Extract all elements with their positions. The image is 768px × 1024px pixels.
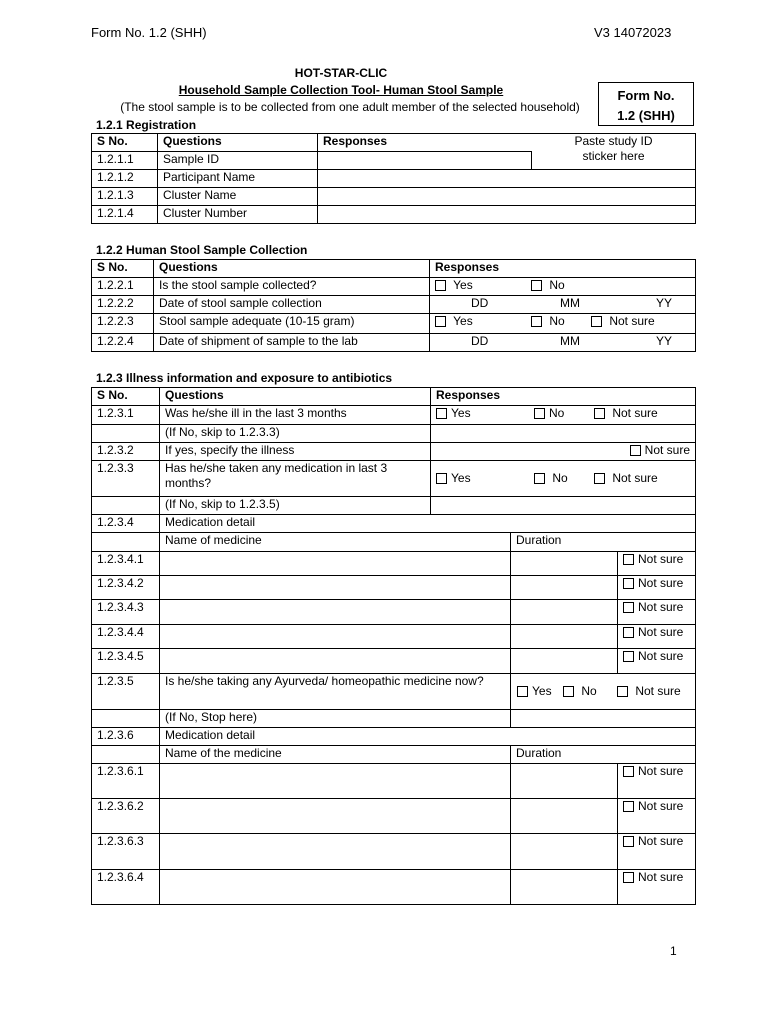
col-sno: S No. (92, 388, 160, 406)
not-sure-option[interactable] (618, 649, 696, 674)
not-sure-option[interactable] (617, 684, 681, 699)
medicine-name-input[interactable] (160, 764, 511, 799)
sno-cell: 1.2.3.4.3 (92, 600, 160, 625)
checkbox-icon[interactable] (534, 473, 545, 484)
no-label: No (549, 278, 565, 292)
duration-input[interactable] (511, 576, 618, 600)
no-option[interactable] (534, 471, 594, 486)
checkbox-icon[interactable] (594, 408, 605, 419)
medicine-name-input[interactable] (160, 649, 511, 674)
skip-note: (If No, Stop here) (160, 710, 511, 728)
not-sure-label: Not sure (638, 625, 684, 639)
illness-response[interactable] (431, 443, 696, 461)
form-box-line2: 1.2 (SHH) (617, 108, 675, 123)
empty-cell (92, 746, 160, 764)
question-cell: Cluster Number (158, 206, 318, 224)
question-cell: Participant Name (158, 170, 318, 188)
duration-input[interactable] (511, 625, 618, 649)
date-response[interactable] (430, 334, 696, 352)
question-cell: Is he/she taking any Ayurveda/ homeopathic medicine now? (160, 674, 511, 710)
checkbox-icon[interactable] (531, 280, 542, 291)
section-registration-heading: 1.2.1 Registration (96, 118, 197, 132)
not-sure-label: Not sure (638, 834, 684, 848)
medicine-name-input[interactable] (160, 870, 511, 905)
medicine-name-header: Name of medicine (160, 533, 511, 552)
form-number-box (598, 82, 694, 126)
question-cell: Sample ID (158, 152, 318, 170)
month-label: MM (560, 296, 580, 310)
checkbox-icon[interactable] (623, 578, 634, 589)
medicine-name-input[interactable] (160, 600, 511, 625)
not-sure-option[interactable] (618, 799, 696, 834)
sno-cell: 1.2.3.4.5 (92, 649, 160, 674)
col-questions: Questions (160, 388, 431, 406)
no-label: No (549, 406, 565, 420)
not-sure-option[interactable] (618, 870, 696, 905)
question-cell: Was he/she ill in the last 3 months (160, 406, 431, 425)
sticker-line2: sticker here (582, 149, 645, 163)
checkbox-icon[interactable] (623, 651, 634, 662)
not-sure-option[interactable] (618, 552, 696, 576)
sno-cell: 1.2.1.1 (92, 152, 158, 170)
not-sure-option[interactable] (618, 764, 696, 799)
empty-cell (431, 425, 696, 443)
medicine-name-input[interactable] (160, 834, 511, 870)
question-cell: Is the stool sample collected? (154, 278, 430, 296)
checkbox-icon[interactable] (623, 627, 634, 638)
sno-cell: 1.2.3.3 (92, 461, 160, 497)
no-option[interactable] (531, 314, 591, 329)
no-label: No (549, 314, 565, 328)
stool-collection-table (91, 259, 696, 352)
not-sure-label: Not sure (612, 406, 658, 420)
checkbox-icon[interactable] (623, 872, 634, 883)
duration-input[interactable] (511, 649, 618, 674)
checkbox-icon[interactable] (623, 801, 634, 812)
response-cell (430, 314, 696, 334)
participant-name-response[interactable] (318, 170, 696, 188)
yes-label: Yes (451, 471, 471, 485)
sno-cell: 1.2.3.2 (92, 443, 160, 461)
yes-option[interactable] (435, 278, 531, 293)
tool-title: Household Sample Collection Tool- Human Stool Sample (178, 83, 504, 97)
duration-input[interactable] (511, 799, 618, 834)
checkbox-icon[interactable] (435, 316, 446, 327)
no-label: No (581, 684, 597, 698)
question-cell: Medication detail (160, 728, 696, 746)
page-number: 1 (670, 944, 677, 958)
sno-cell: 1.2.1.3 (92, 188, 158, 206)
empty-cell (511, 710, 696, 728)
skip-note: (If No, skip to 1.2.3.5) (160, 497, 431, 515)
checkbox-icon[interactable] (630, 445, 641, 456)
not-sure-option[interactable] (618, 834, 696, 870)
not-sure-label: Not sure (638, 799, 684, 813)
sno-cell: 1.2.2.3 (92, 314, 154, 334)
col-responses: Responses (431, 388, 696, 406)
col-sno: S No. (92, 134, 158, 152)
sno-cell: 1.2.3.6 (92, 728, 160, 746)
collection-note: (The stool sample is to be collected from one adult member of the selected household) (120, 100, 580, 114)
medicine-name-input[interactable] (160, 799, 511, 834)
empty-cell (92, 425, 160, 443)
sno-cell: 1.2.2.4 (92, 334, 154, 352)
empty-cell (92, 497, 160, 515)
sno-cell: 1.2.3.4.2 (92, 576, 160, 600)
duration-input[interactable] (511, 834, 618, 870)
sno-cell: 1.2.3.4.4 (92, 625, 160, 649)
not-sure-label: Not sure (638, 870, 684, 884)
empty-cell (92, 710, 160, 728)
question-cell: Stool sample adequate (10-15 gram) (154, 314, 430, 334)
empty-cell (431, 497, 696, 515)
sno-cell: 1.2.3.5 (92, 674, 160, 710)
checkbox-icon[interactable] (531, 316, 542, 327)
sticker-line1: Paste study ID (574, 134, 653, 148)
section-illness-heading: 1.2.3 Illness information and exposure to antibiotics (96, 371, 393, 385)
no-option[interactable] (563, 684, 617, 699)
response-cell (431, 461, 696, 497)
cluster-number-response[interactable] (318, 206, 696, 224)
question-cell: Date of stool sample collection (154, 296, 430, 314)
question-cell: If yes, specify the illness (160, 443, 431, 461)
not-sure-label: Not sure (638, 576, 684, 590)
col-questions: Questions (158, 134, 318, 152)
sno-cell: 1.2.2.1 (92, 278, 154, 296)
not-sure-option[interactable] (618, 576, 696, 600)
checkbox-icon[interactable] (623, 602, 634, 613)
medicine-name-input[interactable] (160, 625, 511, 649)
duration-input[interactable] (511, 552, 618, 576)
sno-cell: 1.2.1.2 (92, 170, 158, 188)
skip-note: (If No, skip to 1.2.3.3) (160, 425, 431, 443)
checkbox-icon[interactable] (591, 316, 602, 327)
not-sure-label: Not sure (635, 684, 681, 698)
not-sure-label: Not sure (612, 471, 658, 485)
yes-label: Yes (451, 406, 471, 420)
not-sure-label: Not sure (638, 600, 684, 614)
checkbox-icon[interactable] (517, 686, 528, 697)
medicine-name-input[interactable] (160, 576, 511, 600)
not-sure-option[interactable] (591, 314, 655, 329)
empty-cell (92, 533, 160, 552)
yes-label: Yes (453, 314, 473, 328)
no-option[interactable] (531, 278, 565, 293)
not-sure-label: Not sure (638, 764, 684, 778)
duration-header: Duration (511, 533, 696, 552)
question-cell: Cluster Name (158, 188, 318, 206)
not-sure-option[interactable] (618, 625, 696, 649)
question-cell: Has he/she taken any medication in last 3 months? (160, 461, 431, 497)
sno-cell: 1.2.3.6.1 (92, 764, 160, 799)
sno-cell: 1.2.3.4.1 (92, 552, 160, 576)
duration-input[interactable] (511, 870, 618, 905)
year-label: YY (656, 334, 673, 348)
form-box-line1: Form No. (617, 88, 675, 103)
project-title: HOT-STAR-CLIC (294, 66, 388, 80)
no-label: No (552, 471, 568, 485)
duration-header: Duration (511, 746, 696, 764)
month-label: MM (560, 334, 580, 348)
not-sure-option[interactable] (594, 406, 658, 421)
checkbox-icon[interactable] (623, 836, 634, 847)
illness-table (91, 387, 696, 905)
question-cell: Date of shipment of sample to the lab (154, 334, 430, 352)
sno-cell: 1.2.2.2 (92, 296, 154, 314)
duration-input[interactable] (511, 600, 618, 625)
sno-cell: 1.2.3.4 (92, 515, 160, 533)
checkbox-icon[interactable] (534, 408, 545, 419)
yes-option[interactable] (435, 314, 531, 329)
sno-cell: 1.2.3.6.3 (92, 834, 160, 870)
not-sure-option[interactable] (594, 471, 658, 486)
medicine-name-header: Name of the medicine (160, 746, 511, 764)
day-label: DD (471, 296, 489, 310)
not-sure-label: Not sure (638, 552, 684, 566)
yes-label: Yes (532, 684, 552, 698)
form-number-header: Form No. 1.2 (SHH) (91, 25, 207, 40)
sno-cell: 1.2.3.6.2 (92, 799, 160, 834)
cluster-name-response[interactable] (318, 188, 696, 206)
no-option[interactable] (534, 406, 594, 421)
checkbox-icon[interactable] (623, 554, 634, 565)
sample-id-response[interactable] (318, 152, 532, 170)
checkbox-icon[interactable] (617, 686, 628, 697)
not-sure-option[interactable] (618, 600, 696, 625)
not-sure-option[interactable] (630, 443, 690, 457)
not-sure-label: Not sure (644, 443, 691, 457)
duration-input[interactable] (511, 764, 618, 799)
version-header: V3 14072023 (594, 25, 672, 40)
checkbox-icon[interactable] (436, 473, 447, 484)
sticker-area (532, 134, 696, 170)
yes-option[interactable] (436, 471, 534, 486)
checkbox-icon[interactable] (436, 408, 447, 419)
yes-option[interactable] (517, 684, 563, 699)
response-cell (511, 674, 696, 710)
response-cell (430, 278, 696, 296)
not-sure-label: Not sure (638, 649, 684, 663)
col-responses: Responses (318, 134, 532, 152)
medicine-name-input[interactable] (160, 552, 511, 576)
checkbox-icon[interactable] (623, 766, 634, 777)
not-sure-label: Not sure (609, 314, 655, 328)
question-cell: Medication detail (160, 515, 696, 533)
col-sno: S No. (92, 260, 154, 278)
sno-cell: 1.2.3.1 (92, 406, 160, 425)
day-label: DD (471, 334, 489, 348)
section-stool-heading: 1.2.2 Human Stool Sample Collection (96, 243, 308, 257)
date-response[interactable] (430, 296, 696, 314)
col-questions: Questions (154, 260, 430, 278)
year-label: YY (656, 296, 673, 310)
col-responses: Responses (430, 260, 696, 278)
yes-label: Yes (453, 278, 473, 292)
registration-table (91, 133, 696, 224)
checkbox-icon[interactable] (435, 280, 446, 291)
response-cell (431, 406, 696, 425)
sno-cell: 1.2.3.6.4 (92, 870, 160, 905)
sno-cell: 1.2.1.4 (92, 206, 158, 224)
yes-option[interactable] (436, 406, 534, 421)
checkbox-icon[interactable] (594, 473, 605, 484)
checkbox-icon[interactable] (563, 686, 574, 697)
